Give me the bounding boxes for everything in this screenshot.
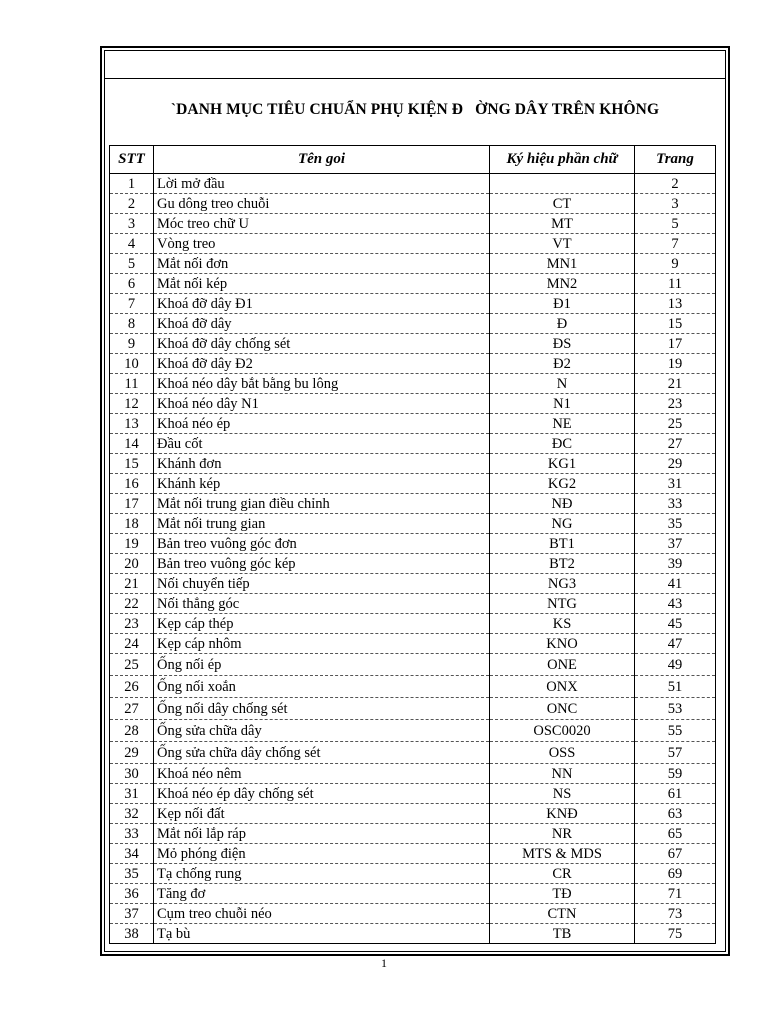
row-page: 13: [635, 294, 716, 314]
table-row: [110, 274, 716, 294]
row-page: 21: [635, 374, 716, 394]
row-page: 27: [635, 434, 716, 454]
row-name: Lời mở đầu: [154, 174, 490, 194]
row-page: 75: [635, 924, 716, 944]
table-row: [110, 174, 716, 194]
table-row: [110, 634, 716, 654]
row-number: 34: [110, 844, 154, 864]
row-name: Khoá néo ép: [154, 414, 490, 434]
row-name: Bản treo vuông góc đơn: [154, 534, 490, 554]
row-name: Khoá néo ép dây chống sét: [154, 784, 490, 804]
table-row: [110, 764, 716, 784]
row-page: 47: [635, 634, 716, 654]
table-header-row: [110, 146, 716, 174]
row-code: ĐS: [490, 334, 635, 354]
row-code: MTS & MDS: [490, 844, 635, 864]
table-row: [110, 194, 716, 214]
row-name: Nối chuyển tiếp: [154, 574, 490, 594]
row-page: 17: [635, 334, 716, 354]
row-code: CT: [490, 194, 635, 214]
row-name: Khoá đỡ dây chống sét: [154, 334, 490, 354]
row-code: NTG: [490, 594, 635, 614]
row-code: KNO: [490, 634, 635, 654]
row-code: TB: [490, 924, 635, 944]
row-name: Cụm treo chuỗi néo: [154, 904, 490, 924]
row-number: 13: [110, 414, 154, 434]
row-code: N1: [490, 394, 635, 414]
row-number: 36: [110, 884, 154, 904]
row-page: 61: [635, 784, 716, 804]
table-row: [110, 314, 716, 334]
row-number: 4: [110, 234, 154, 254]
row-number: 12: [110, 394, 154, 414]
row-code: KS: [490, 614, 635, 634]
row-name: Tăng đơ: [154, 884, 490, 904]
table-row: [110, 864, 716, 884]
table-row: [110, 554, 716, 574]
table-row: [110, 614, 716, 634]
table-row: [110, 844, 716, 864]
table-body: [110, 174, 716, 944]
table-row: [110, 474, 716, 494]
row-number: 26: [110, 676, 154, 698]
header-page: Trang: [635, 146, 716, 174]
table-row: [110, 594, 716, 614]
row-number: 18: [110, 514, 154, 534]
table-row: [110, 514, 716, 534]
row-code: [490, 174, 635, 194]
row-page: 63: [635, 804, 716, 824]
table-row: [110, 234, 716, 254]
row-name: Mắt nối lắp ráp: [154, 824, 490, 844]
row-name: Ống nối ép: [154, 654, 490, 676]
row-name: Mỏ phóng điện: [154, 844, 490, 864]
row-page: 15: [635, 314, 716, 334]
row-page: 43: [635, 594, 716, 614]
table-row: [110, 534, 716, 554]
row-code: OSS: [490, 742, 635, 764]
row-page: 49: [635, 654, 716, 676]
header-rule: [104, 78, 726, 79]
row-code: ONC: [490, 698, 635, 720]
table-row: [110, 884, 716, 904]
row-page: 67: [635, 844, 716, 864]
row-name: Khoá néo dây N1: [154, 394, 490, 414]
row-number: 35: [110, 864, 154, 884]
table-row: [110, 434, 716, 454]
row-number: 37: [110, 904, 154, 924]
row-name: Tạ bù: [154, 924, 490, 944]
row-code: KG2: [490, 474, 635, 494]
row-name: Khoá néo nêm: [154, 764, 490, 784]
row-page: 53: [635, 698, 716, 720]
row-number: 17: [110, 494, 154, 514]
row-page: 41: [635, 574, 716, 594]
row-code: OSC0020: [490, 720, 635, 742]
table-row: [110, 742, 716, 764]
row-number: 7: [110, 294, 154, 314]
row-name: Ống sửa chữa dây: [154, 720, 490, 742]
row-code: VT: [490, 234, 635, 254]
row-code: Đ: [490, 314, 635, 334]
row-code: NS: [490, 784, 635, 804]
table-row: [110, 574, 716, 594]
row-name: Khoá néo dây bắt bằng bu lông: [154, 374, 490, 394]
row-code: BT1: [490, 534, 635, 554]
row-number: 8: [110, 314, 154, 334]
row-name: Khánh kép: [154, 474, 490, 494]
table-row: [110, 454, 716, 474]
row-page: 19: [635, 354, 716, 374]
row-code: KG1: [490, 454, 635, 474]
table-row: [110, 494, 716, 514]
row-name: Gu dông treo chuỗi: [154, 194, 490, 214]
row-number: 38: [110, 924, 154, 944]
row-code: KNĐ: [490, 804, 635, 824]
row-page: 45: [635, 614, 716, 634]
row-number: 14: [110, 434, 154, 454]
row-number: 33: [110, 824, 154, 844]
row-code: ONX: [490, 676, 635, 698]
row-code: BT2: [490, 554, 635, 574]
row-code: NĐ: [490, 494, 635, 514]
document-title: `DANH MỤC TIÊU CHUẨN PHỤ KIỆN Đ ỜNG DÂY TRÊN KHÔNG: [170, 101, 660, 118]
row-number: 10: [110, 354, 154, 374]
row-code: NG3: [490, 574, 635, 594]
row-code: NR: [490, 824, 635, 844]
row-code: NE: [490, 414, 635, 434]
row-number: 3: [110, 214, 154, 234]
row-number: 30: [110, 764, 154, 784]
row-number: 5: [110, 254, 154, 274]
row-name: Vòng treo: [154, 234, 490, 254]
row-number: 32: [110, 804, 154, 824]
table-row: [110, 294, 716, 314]
table-row: [110, 654, 716, 676]
row-code: CTN: [490, 904, 635, 924]
row-name: Kẹp cáp nhôm: [154, 634, 490, 654]
row-number: 6: [110, 274, 154, 294]
row-number: 25: [110, 654, 154, 676]
row-number: 20: [110, 554, 154, 574]
row-name: Mắt nối trung gian điều chỉnh: [154, 494, 490, 514]
row-number: 11: [110, 374, 154, 394]
table-row: [110, 784, 716, 804]
row-page: 3: [635, 194, 716, 214]
table-row: [110, 904, 716, 924]
row-page: 57: [635, 742, 716, 764]
row-page: 55: [635, 720, 716, 742]
row-number: 28: [110, 720, 154, 742]
row-code: CR: [490, 864, 635, 884]
table-row: [110, 214, 716, 234]
table-row: [110, 254, 716, 274]
row-code: TĐ: [490, 884, 635, 904]
row-name: Mắt nối trung gian: [154, 514, 490, 534]
row-page: 11: [635, 274, 716, 294]
row-page: 9: [635, 254, 716, 274]
row-name: Kẹp nối đất: [154, 804, 490, 824]
row-code: MN2: [490, 274, 635, 294]
table-row: [110, 804, 716, 824]
row-page: 65: [635, 824, 716, 844]
row-name: Ống sửa chữa dây chống sét: [154, 742, 490, 764]
table-row: [110, 676, 716, 698]
row-name: Ống nối dây chống sét: [154, 698, 490, 720]
row-number: 16: [110, 474, 154, 494]
row-page: 39: [635, 554, 716, 574]
row-number: 15: [110, 454, 154, 474]
row-name: Mắt nối đơn: [154, 254, 490, 274]
standards-table: [109, 145, 716, 944]
row-page: 25: [635, 414, 716, 434]
row-number: 9: [110, 334, 154, 354]
table-row: [110, 334, 716, 354]
row-page: 37: [635, 534, 716, 554]
row-page: 29: [635, 454, 716, 474]
row-number: 27: [110, 698, 154, 720]
table-row: [110, 394, 716, 414]
row-name: Tạ chống rung: [154, 864, 490, 884]
row-page: 51: [635, 676, 716, 698]
row-code: ONE: [490, 654, 635, 676]
row-number: 31: [110, 784, 154, 804]
row-code: Đ1: [490, 294, 635, 314]
table-row: [110, 720, 716, 742]
row-name: Mắt nối kép: [154, 274, 490, 294]
header-code: Ký hiệu phần chữ: [490, 146, 635, 174]
table-row: [110, 354, 716, 374]
row-number: 21: [110, 574, 154, 594]
header-name: Tên goi: [154, 146, 490, 174]
table-row: [110, 374, 716, 394]
row-page: 7: [635, 234, 716, 254]
row-page: 31: [635, 474, 716, 494]
header-stt: STT: [110, 146, 154, 174]
row-number: 22: [110, 594, 154, 614]
row-code: NG: [490, 514, 635, 534]
row-code: NN: [490, 764, 635, 784]
row-number: 19: [110, 534, 154, 554]
row-page: 71: [635, 884, 716, 904]
row-name: Móc treo chữ U: [154, 214, 490, 234]
row-code: N: [490, 374, 635, 394]
table-row: [110, 924, 716, 944]
row-name: Khánh đơn: [154, 454, 490, 474]
table-row: [110, 698, 716, 720]
row-code: MT: [490, 214, 635, 234]
row-page: 33: [635, 494, 716, 514]
row-number: 2: [110, 194, 154, 214]
row-page: 73: [635, 904, 716, 924]
row-name: Khoá đỡ dây: [154, 314, 490, 334]
row-page: 59: [635, 764, 716, 784]
table-row: [110, 414, 716, 434]
row-name: Khoá đỡ dây Đ2: [154, 354, 490, 374]
row-page: 5: [635, 214, 716, 234]
page-number: 1: [381, 956, 387, 970]
row-number: 24: [110, 634, 154, 654]
row-code: Đ2: [490, 354, 635, 374]
row-name: Nối thẳng góc: [154, 594, 490, 614]
row-number: 23: [110, 614, 154, 634]
row-number: 1: [110, 174, 154, 194]
row-name: Kẹp cáp thép: [154, 614, 490, 634]
row-number: 29: [110, 742, 154, 764]
row-name: Đầu cốt: [154, 434, 490, 454]
row-page: 23: [635, 394, 716, 414]
row-page: 2: [635, 174, 716, 194]
row-code: ĐC: [490, 434, 635, 454]
row-page: 35: [635, 514, 716, 534]
row-name: Khoá đỡ dây Đ1: [154, 294, 490, 314]
row-code: MN1: [490, 254, 635, 274]
row-name: Ống nối xoắn: [154, 676, 490, 698]
row-page: 69: [635, 864, 716, 884]
table-row: [110, 824, 716, 844]
row-name: Bản treo vuông góc kép: [154, 554, 490, 574]
